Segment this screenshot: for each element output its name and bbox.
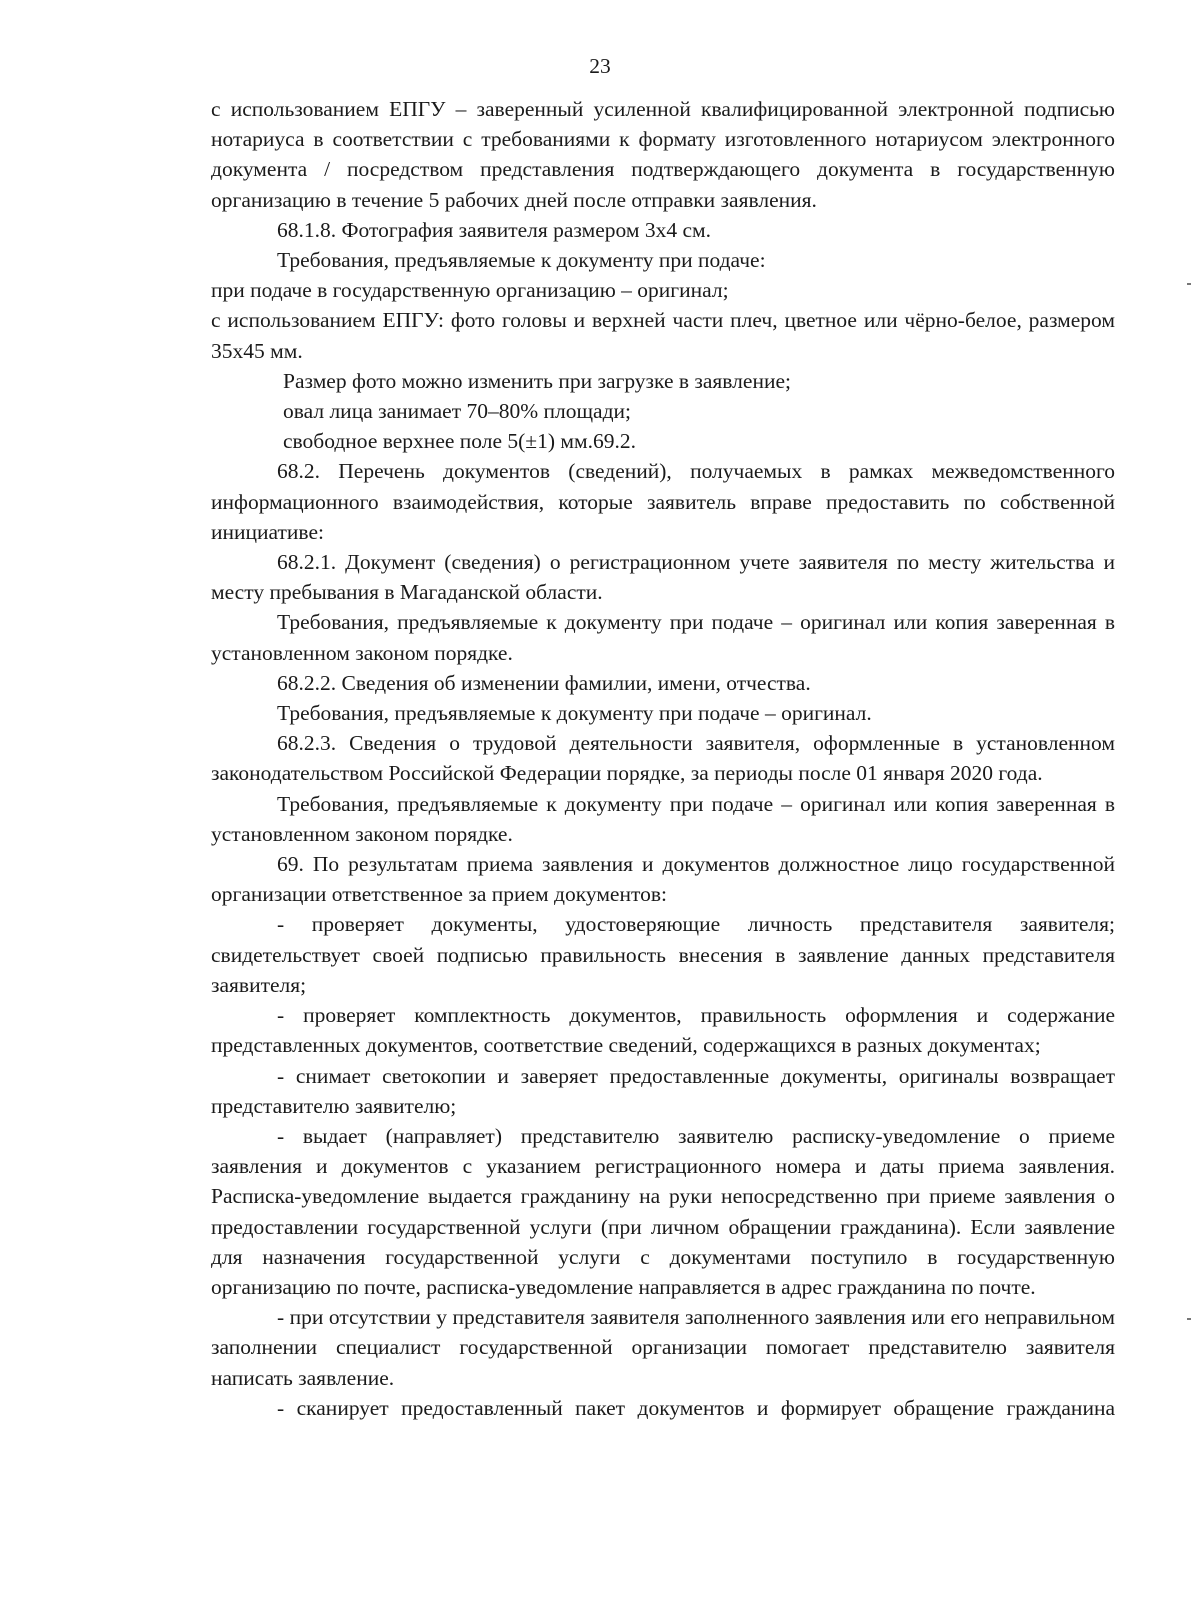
list-item-issue-receipt: - выдает (направляет) представителю заявителю расписку-уведомление о приеме заявления и документов с указанием регистрационного номера и даты приема заявления. Расписка-уведомление выдается гражданину на руки непосредственно при приеме заявления о предоставлении государственной услуги (при личном обращении гражданина). Если заявление для назначения государственной услуги с документами поступило в государственную организацию по почте, расписка-уведомление направляется в адрес гражданина по почте. <box>211 1123 1115 1299</box>
paragraph-68-2-3-requirements: Требования, предъявляемые к документу при подаче – оригинал или копия заверенная в установленном законом порядке. <box>211 791 1115 846</box>
paragraph-photo-in-person: при подаче в государственную организацию – оригинал; <box>211 278 729 303</box>
paragraph-photo-oval: овал лица занимает 70–80% площади; <box>283 399 632 424</box>
paragraph-68-2-2-requirements: Требования, предъявляемые к документу при подаче – оригинал. <box>277 701 872 726</box>
scan-artifact-mark <box>1187 1318 1191 1320</box>
paragraph-69: 69. По результатам приема заявления и документов должностное лицо государственной организации ответственное за прием документов: <box>211 852 1115 907</box>
list-item-make-copies: - снимает светокопии и заверяет предоставленные документы, оригиналы возвращает представителю заявителю; <box>211 1063 1115 1118</box>
paragraph-68-2-2: 68.2.2. Сведения об изменении фамилии, имени, отчества. <box>277 670 811 695</box>
list-item-help-fill-application: - при отсутствии у представителя заявителя заполненного заявления или его неправильном заполнении специалист государственной организации помогает представителю заявителя написать заявление. <box>211 1305 1115 1390</box>
page-number: 23 <box>589 54 611 78</box>
paragraph-epgu-notary: с использованием ЕПГУ – заверенный усиленной квалифицированной электронной подписью нотариуса в соответствии с требованиями к формату изготовленного нотариусом электронного документа / посредством представления подтверждающего документа в государственную организацию в течение 5 рабочих дней после отправки заявления. <box>211 97 1115 212</box>
list-item-check-completeness: - проверяет комплектность документов, правильность оформления и содержание представленных документов, соответствие сведений, содержащихся в разных документах; <box>211 1003 1115 1058</box>
paragraph-photo-requirements: Требования, предъявляемые к документу при подаче: <box>277 248 766 273</box>
paragraph-68-2-1: 68.2.1. Документ (сведения) о регистрационном учете заявителя по месту жительства и месту пребывания в Магаданской области. <box>211 550 1115 605</box>
paragraph-photo-epgu: с использованием ЕПГУ: фото головы и верхней части плеч, цветное или чёрно-белое, размером 35х45 мм. <box>211 308 1115 363</box>
document-body <box>211 94 1115 1423</box>
list-item-check-identity: - проверяет документы, удостоверяющие личность представителя заявителя; свидетельствует своей подписью правильность внесения в заявление данных представителя заявителя; <box>211 912 1115 997</box>
scan-artifact-mark <box>1187 283 1191 285</box>
paragraph-68-2: 68.2. Перечень документов (сведений), получаемых в рамках межведомственного информационного взаимодействия, которые заявитель вправе предоставить по собственной инициативе: <box>211 459 1115 544</box>
paragraph-photo-size: Размер фото можно изменить при загрузке в заявление; <box>283 368 791 393</box>
list-item-scan-documents: - сканирует предоставленный пакет документов и формирует обращение гражданина <box>277 1395 1115 1420</box>
paragraph-68-2-1-requirements: Требования, предъявляемые к документу при подаче – оригинал или копия заверенная в установленном законом порядке. <box>211 610 1115 665</box>
paragraph-photo-margin: свободное верхнее поле 5(±1) мм.69.2. <box>283 429 636 454</box>
paragraph-68-2-3: 68.2.3. Сведения о трудовой деятельности заявителя, оформленные в установленном законодательством Российской Федерации порядке, за периоды после 01 января 2020 года. <box>211 731 1115 786</box>
paragraph-68-1-8: 68.1.8. Фотография заявителя размером 3х4 см. <box>277 217 711 242</box>
